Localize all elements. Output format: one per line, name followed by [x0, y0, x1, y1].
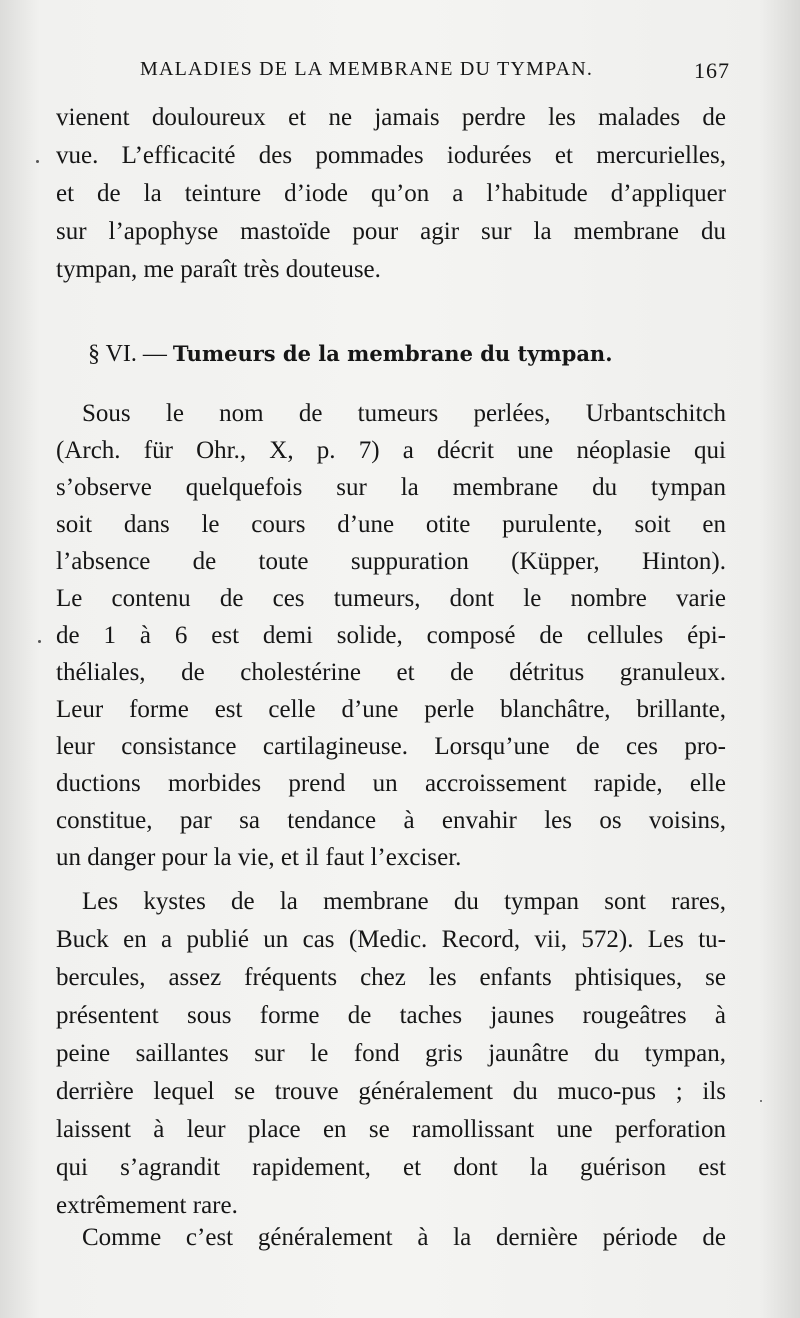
text-line: vienent douloureux et ne jamais perdre les malades de — [56, 104, 726, 131]
print-speck — [38, 640, 41, 643]
text-line: qui s’agrandit rapidement, et dont la guérison est — [56, 1154, 726, 1181]
text-line: peine saillantes sur le fond gris jaunâtre du tympan, — [56, 1040, 726, 1067]
text-line: soit dans le cours d’une otite purulente, soit en — [56, 511, 726, 538]
text-line: leur consistance cartilagineuse. Lorsqu’une de ces pro- — [56, 733, 726, 760]
section-title: Tumeurs de la membrane du tympan. — [172, 341, 613, 366]
text-line: bercules, assez fréquents chez les enfants phtisiques, se — [56, 964, 726, 991]
text-line: Comme c’est généralement à la dernière période de — [82, 1224, 726, 1251]
running-head — [140, 58, 730, 88]
text-line: ductions morbides prend un accroissement rapide, elle — [56, 770, 726, 797]
text-line: de 1 à 6 est demi solide, composé de cellules épi- — [56, 622, 726, 649]
print-speck — [36, 160, 39, 163]
section-heading — [88, 336, 613, 372]
text-line: un danger pour la vie, et il faut l’exciser. — [56, 844, 462, 871]
text-line: et de la teinture d’iode qu’on a l’habitude d’appliquer — [56, 180, 726, 207]
text-line: Sous le nom de tumeurs perlées, Urbantschitch — [82, 400, 726, 427]
text-line: vue. L’efficacité des pommades iodurées et mercurielles, — [56, 142, 726, 169]
text-line: Leur forme est celle d’une perle blanchâtre, brillante, — [56, 696, 726, 723]
text-line: laissent à leur place en se ramollissant une perforation — [56, 1116, 726, 1143]
text-line: Les kystes de la membrane du tympan sont rares, — [82, 888, 726, 915]
text-line: tympan, me paraît très douteuse. — [56, 256, 381, 283]
text-line: l’absence de toute suppuration (Küpper, Hinton). — [56, 548, 726, 575]
print-speck — [760, 1100, 762, 1102]
text-line: s’observe quelquefois sur la membrane du tympan — [56, 474, 726, 501]
text-line: Buck en a publié un cas (Medic. Record, vii, 572). Les tu- — [56, 926, 726, 953]
text-line: (Arch. für Ohr., X, p. 7) a décrit une néoplasie qui — [56, 437, 726, 464]
text-line: sur l’apophyse mastoïde pour agir sur la membrane du — [56, 218, 726, 245]
text-line: théliales, de cholestérine et de détritus granuleux. — [56, 659, 726, 686]
section-number: § VI. — — [88, 341, 167, 367]
page-number: 167 — [694, 58, 730, 83]
running-head-title: MALADIES DE LA MEMBRANE DU TYMPAN. — [140, 58, 594, 80]
text-line: présentent sous forme de taches jaunes rougeâtres à — [56, 1002, 726, 1029]
text-line: derrière lequel se trouve généralement du muco-pus ; ils — [56, 1078, 726, 1105]
text-line: constitue, par sa tendance à envahir les os voisins, — [56, 807, 726, 834]
text-line: extrêmement rare. — [56, 1192, 238, 1219]
text-line: Le contenu de ces tumeurs, dont le nombre varie — [56, 585, 726, 612]
